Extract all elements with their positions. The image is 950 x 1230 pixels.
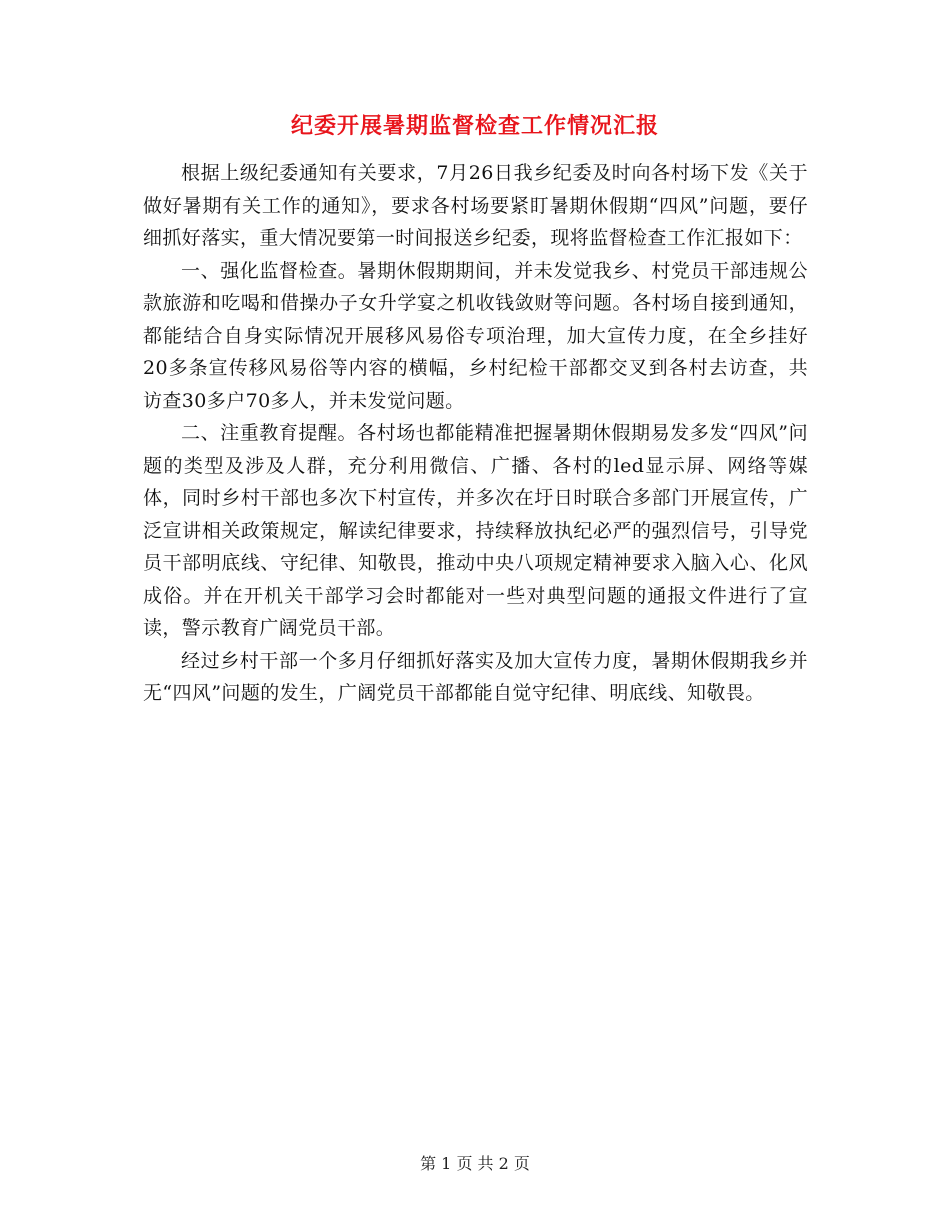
paragraph-conclusion: 经过乡村干部一个多月仔细抓好落实及加大宣传力度，暑期休假期我乡并无“四风”问题的发生，广阔党员干部都能自觉守纪律、明底线、知敬畏。 [143,649,808,704]
document-title: 纪委开展暑期监督检查工作情况汇报 [290,113,659,139]
paragraph-education: 二、注重教育提醒。各村场也都能精准把握暑期休假期易发多发“四风”问题的类型及涉及人群，充分利用微信、广播、各村的led显示屏、网络等媒体，同时乡村干部也多次下村宣传，并多次在圩日时联合多部门开展宣传，广泛宣讲相关政策规定，解读纪律要求，持续释放执纪必严的强烈信号，引导党员干部明底线、守纪律、知敬畏，推动中央八项规定精神要求入脑入心、化风成俗。并在开机关干部学习会时都能对一些对典型问题的通报文件进行了宣读，警示教育广阔党员干部。 [143,422,808,639]
page-footer [0,1152,950,1176]
paragraph-supervision: 一、强化监督检查。暑期休假期期间，并未发觉我乡、村党员干部违规公款旅游和吃喝和借操办子女升学宴之机收钱敛财等问题。各村场自接到通知，都能结合自身实际情况开展移风易俗专项治理，加大宣传力度，在全乡挂好20多条宣传移风易俗等内容的横幅，乡村纪检干部都交叉到各村去访查，共访查30多户70多人，并未发觉问题。 [143,259,808,412]
document-body [143,157,808,710]
paragraph-intro: 根据上级纪委通知有关要求，7月26日我乡纪委及时向各村场下发《关于做好暑期有关工作的通知》，要求各村场要紧盯暑期休假期“四风”问题，要仔细抓好落实，重大情况要第一时间报送乡纪委，现将监督检查工作汇报如下： [143,162,808,249]
page-number-label: 第 1 页 共 2 页 [420,1154,530,1173]
